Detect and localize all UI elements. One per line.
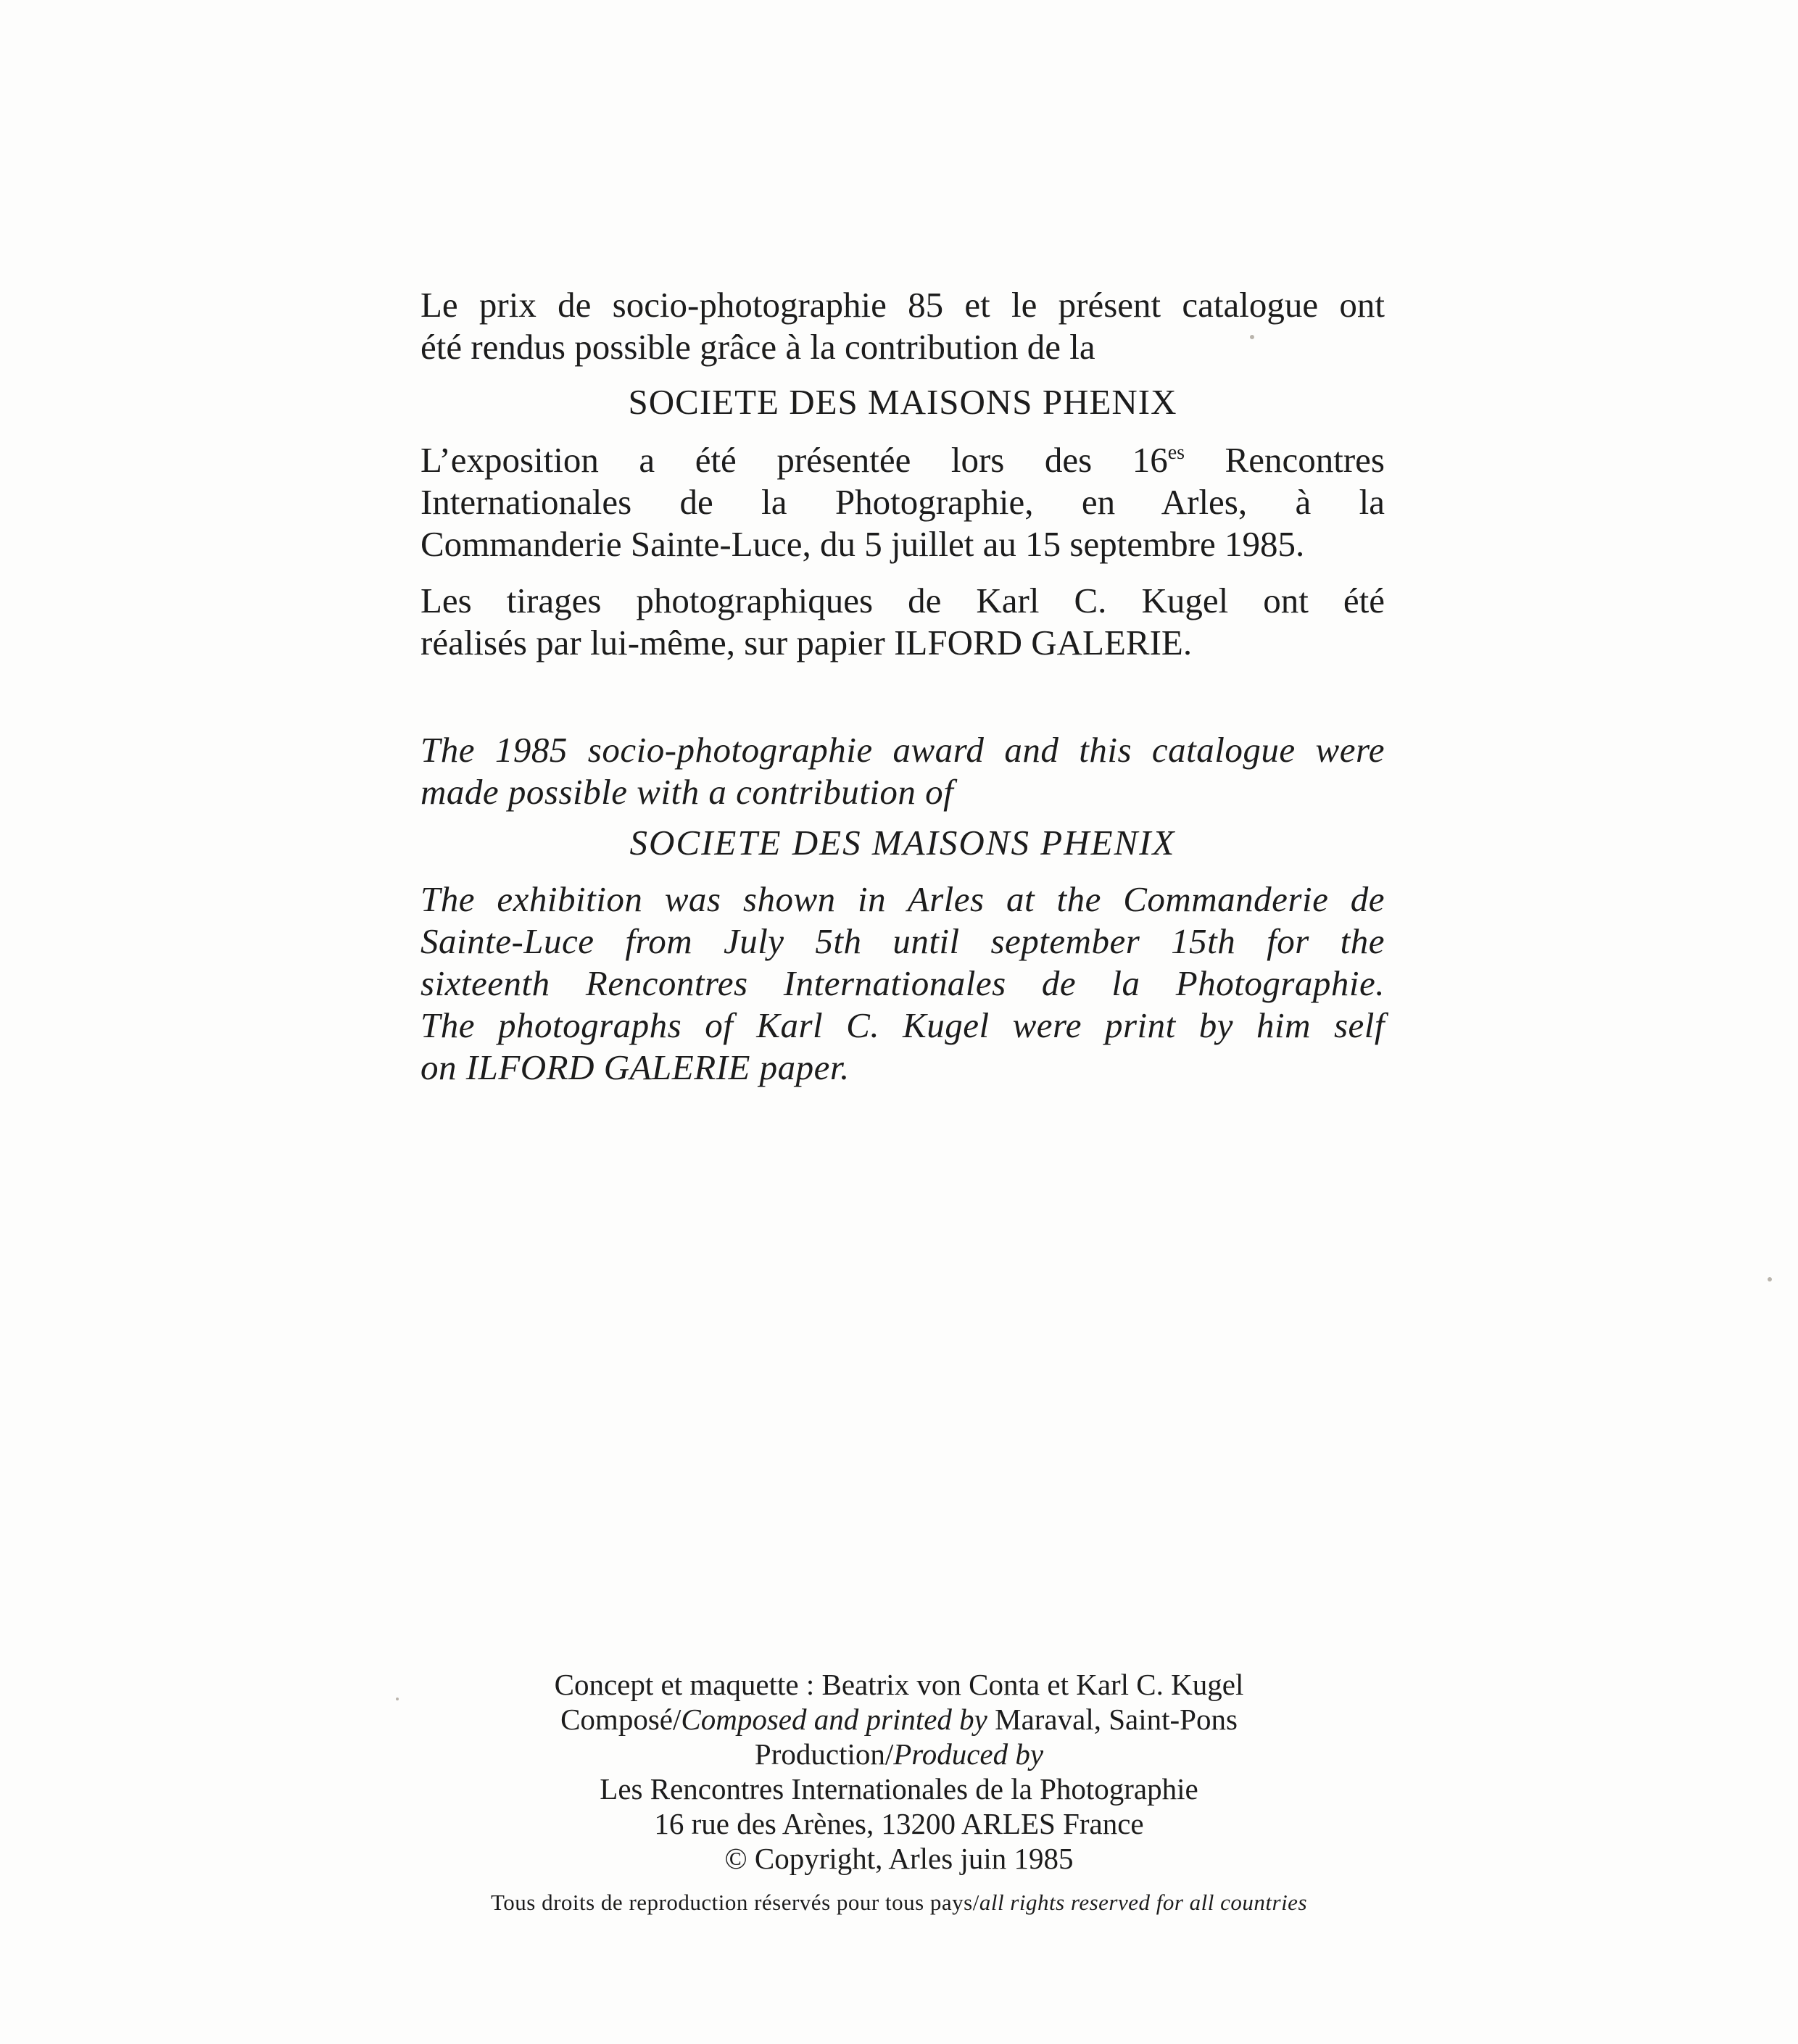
credit-copyright: © Copyright, Arles juin 1985 — [724, 1842, 1074, 1875]
text-line: Commanderie Sainte-Luce, du 5 juillet au 15 septembre 1985. — [420, 524, 1305, 564]
text-line: on ILFORD GALERIE paper. — [420, 1047, 850, 1087]
paper-speck — [1250, 335, 1254, 339]
text-line: été rendus possible grâce à la contribution de la — [420, 327, 1095, 367]
paper-speck — [1768, 1277, 1772, 1281]
text-segment: Tous droits de reproduction réservés pour tous pays/ — [490, 1890, 979, 1915]
credit-organization: Les Rencontres Internationales de la Photographie — [600, 1772, 1198, 1806]
text-segment: Production/ — [754, 1737, 894, 1771]
text-line: made possible with a contribution of — [420, 772, 954, 812]
text-segment: Composed and printed by — [681, 1703, 987, 1736]
text-line: The 1985 socio-photographie award and this catalogue were — [420, 730, 1385, 770]
french-paragraph-prints — [420, 580, 1385, 664]
text-line: The photographs of Karl C. Kugel were print by him self — [420, 1005, 1385, 1045]
text-segment: L’exposition a été présentée lors des 16 — [420, 440, 1168, 480]
sponsor-name-english: SOCIETE DES MAISONS PHENIX — [629, 823, 1176, 863]
text-line: Le prix de socio-photographie 85 et le présent catalogue ont — [420, 285, 1385, 325]
text-segment: Maraval, Saint-Pons — [987, 1703, 1238, 1736]
ordinal-superscript: es — [1167, 441, 1185, 464]
credit-address: 16 rue des Arènes, 13200 ARLES France — [654, 1807, 1144, 1840]
english-paragraph-exhibition — [420, 878, 1385, 1089]
rights-notice — [0, 1889, 1798, 1916]
credits-block — [0, 1667, 1798, 1916]
text-segment: Rencontres — [1185, 440, 1385, 480]
english-paragraph-award — [420, 729, 1385, 813]
paper-speck — [396, 1698, 399, 1700]
text-segment: all rights reserved for all countries — [979, 1890, 1308, 1915]
credit-concept: Concept et maquette : Beatrix von Conta et Karl C. Kugel — [554, 1668, 1244, 1701]
sponsor-name-french: SOCIETE DES MAISONS PHENIX — [628, 382, 1177, 422]
text-line: réalisés par lui-même, sur papier ILFORD GALERIE. — [420, 623, 1193, 662]
main-text-block — [420, 284, 1385, 1089]
text-line: Les tirages photographiques de Karl C. Kugel ont été — [420, 581, 1385, 620]
text-segment: Composé/ — [560, 1703, 682, 1736]
text-line: The exhibition was shown in Arles at the Commanderie de — [420, 879, 1385, 919]
french-paragraph-prize — [420, 284, 1385, 368]
text-segment: Produced by — [893, 1737, 1044, 1771]
text-line: sixteenth Rencontres Internationales de la Photographie. — [420, 963, 1385, 1003]
french-paragraph-exhibition — [420, 439, 1385, 565]
credit-composed — [0, 1702, 1798, 1737]
text-line: Internationales de la Photographie, en Arles, à la — [420, 482, 1385, 522]
text-line: Sainte-Luce from July 5th until september 15th for the — [420, 921, 1385, 961]
credit-production — [0, 1737, 1798, 1771]
text-line — [420, 439, 1385, 481]
